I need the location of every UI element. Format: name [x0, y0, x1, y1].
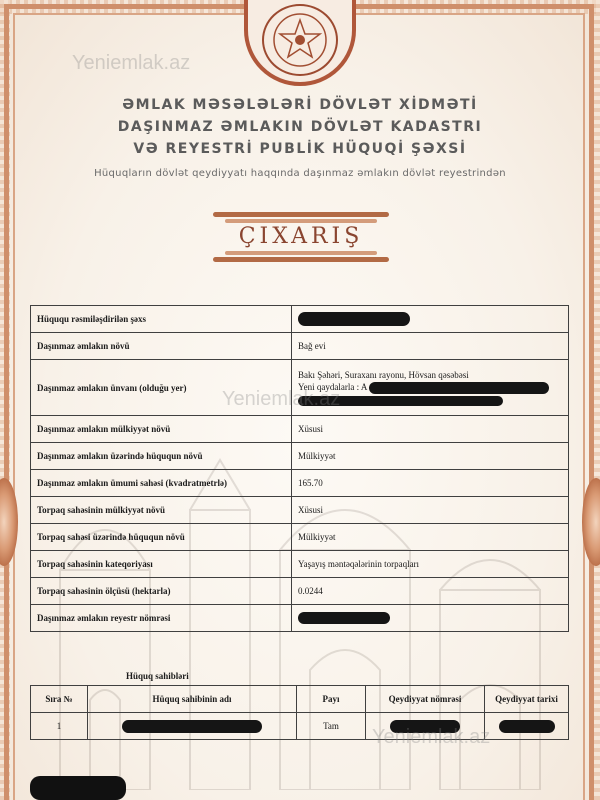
redacted-address — [369, 382, 549, 394]
column-header: Sıra № — [31, 686, 88, 713]
row-label: Hüququ rəsmiləşdirilən şəxs — [31, 306, 292, 333]
row-value — [292, 605, 569, 632]
watermark-top: Yeniemlak.az — [72, 52, 191, 74]
table-row — [31, 470, 569, 497]
holder-name — [88, 713, 297, 740]
watermark-middle: Yeniemlak.az — [222, 388, 341, 410]
column-header: Qeydiyyat nömrəsi — [366, 686, 485, 713]
table-row — [31, 524, 569, 551]
column-header: Hüquq sahibinin adı — [88, 686, 297, 713]
row-value: Mülkiyyət — [292, 443, 569, 470]
holders-header-row — [31, 686, 569, 713]
redacted-reg-date — [499, 720, 555, 733]
row-value: 0.0244 — [292, 578, 569, 605]
row-value: 165.70 — [292, 470, 569, 497]
header-line-1: ƏMLAK MƏSƏLƏLƏRİ DÖVLƏT XİDMƏTİ — [122, 97, 478, 113]
emblem-icon — [262, 4, 338, 76]
redacted-owner — [298, 312, 410, 326]
holder-reg-date — [485, 713, 569, 740]
table-row — [31, 416, 569, 443]
header-line-2: DAŞINMAZ ƏMLAKIN DÖVLƏT KADASTRI — [117, 119, 483, 135]
table-row — [31, 497, 569, 524]
header-subtitle: Hüquqların dövlət qeydiyyatı haqqında daşınmaz əmlakın dövlət reyestrindən — [94, 168, 506, 179]
row-label: Torpaq sahəsinin mülkiyyət növü — [31, 497, 292, 524]
redacted-registry-number — [298, 612, 390, 624]
row-value: Xüsusi — [292, 497, 569, 524]
row-value: Yaşayış məntəqələrinin torpaqları — [292, 551, 569, 578]
row-value — [292, 306, 569, 333]
row-label: Daşınmaz əmlakın ünvanı (olduğu yer) — [31, 360, 292, 416]
holder-number: 1 — [31, 713, 88, 740]
holders-title: Hüquq sahibləri — [126, 671, 189, 681]
table-row — [31, 306, 569, 333]
column-header: Qeydiyyat tarixi — [485, 686, 569, 713]
row-label: Torpaq sahəsi üzərində hüququn növü — [31, 524, 292, 551]
banner-title: ÇIXARIŞ — [238, 224, 364, 249]
address-line-1: Bakı Şəhəri, Suraxanı rayonu, Hövsan qəsəbəsi — [298, 370, 469, 381]
row-label: Daşınmaz əmlakın ümumi sahəsi (kvadratmetrlə) — [31, 470, 292, 497]
row-value: Xüsusi — [292, 416, 569, 443]
table-row — [31, 578, 569, 605]
row-label: Daşınmaz əmlakın reyestr nömrəsi — [31, 605, 292, 632]
property-details-table — [30, 305, 569, 632]
table-row — [31, 605, 569, 632]
table-row — [31, 443, 569, 470]
row-label: Torpaq sahəsinin ölçüsü (hektarla) — [31, 578, 292, 605]
redacted-signature — [30, 776, 126, 800]
holder-share: Tam — [297, 713, 366, 740]
row-value: Mülkiyyət — [292, 524, 569, 551]
row-label: Daşınmaz əmlakın növü — [31, 333, 292, 360]
watermark-bottom: Yeniemlak.az — [372, 726, 491, 748]
header-line-3: VƏ REYESTRİ PUBLİK HÜQUQİ ŞƏXSİ — [133, 141, 467, 157]
table-row — [31, 333, 569, 360]
row-label: Daşınmaz əmlakın mülkiyyət növü — [31, 416, 292, 443]
column-header: Payı — [297, 686, 366, 713]
row-label: Torpaq sahəsinin kateqoriyası — [31, 551, 292, 578]
address-line-2: Yeni qaydalarla : A — [298, 382, 368, 393]
row-label: Daşınmaz əmlakın üzərində hüququn növü — [31, 443, 292, 470]
redacted-holder-name — [122, 720, 262, 733]
table-row — [31, 551, 569, 578]
document-banner — [213, 212, 389, 262]
row-value: Bağ evi — [292, 333, 569, 360]
